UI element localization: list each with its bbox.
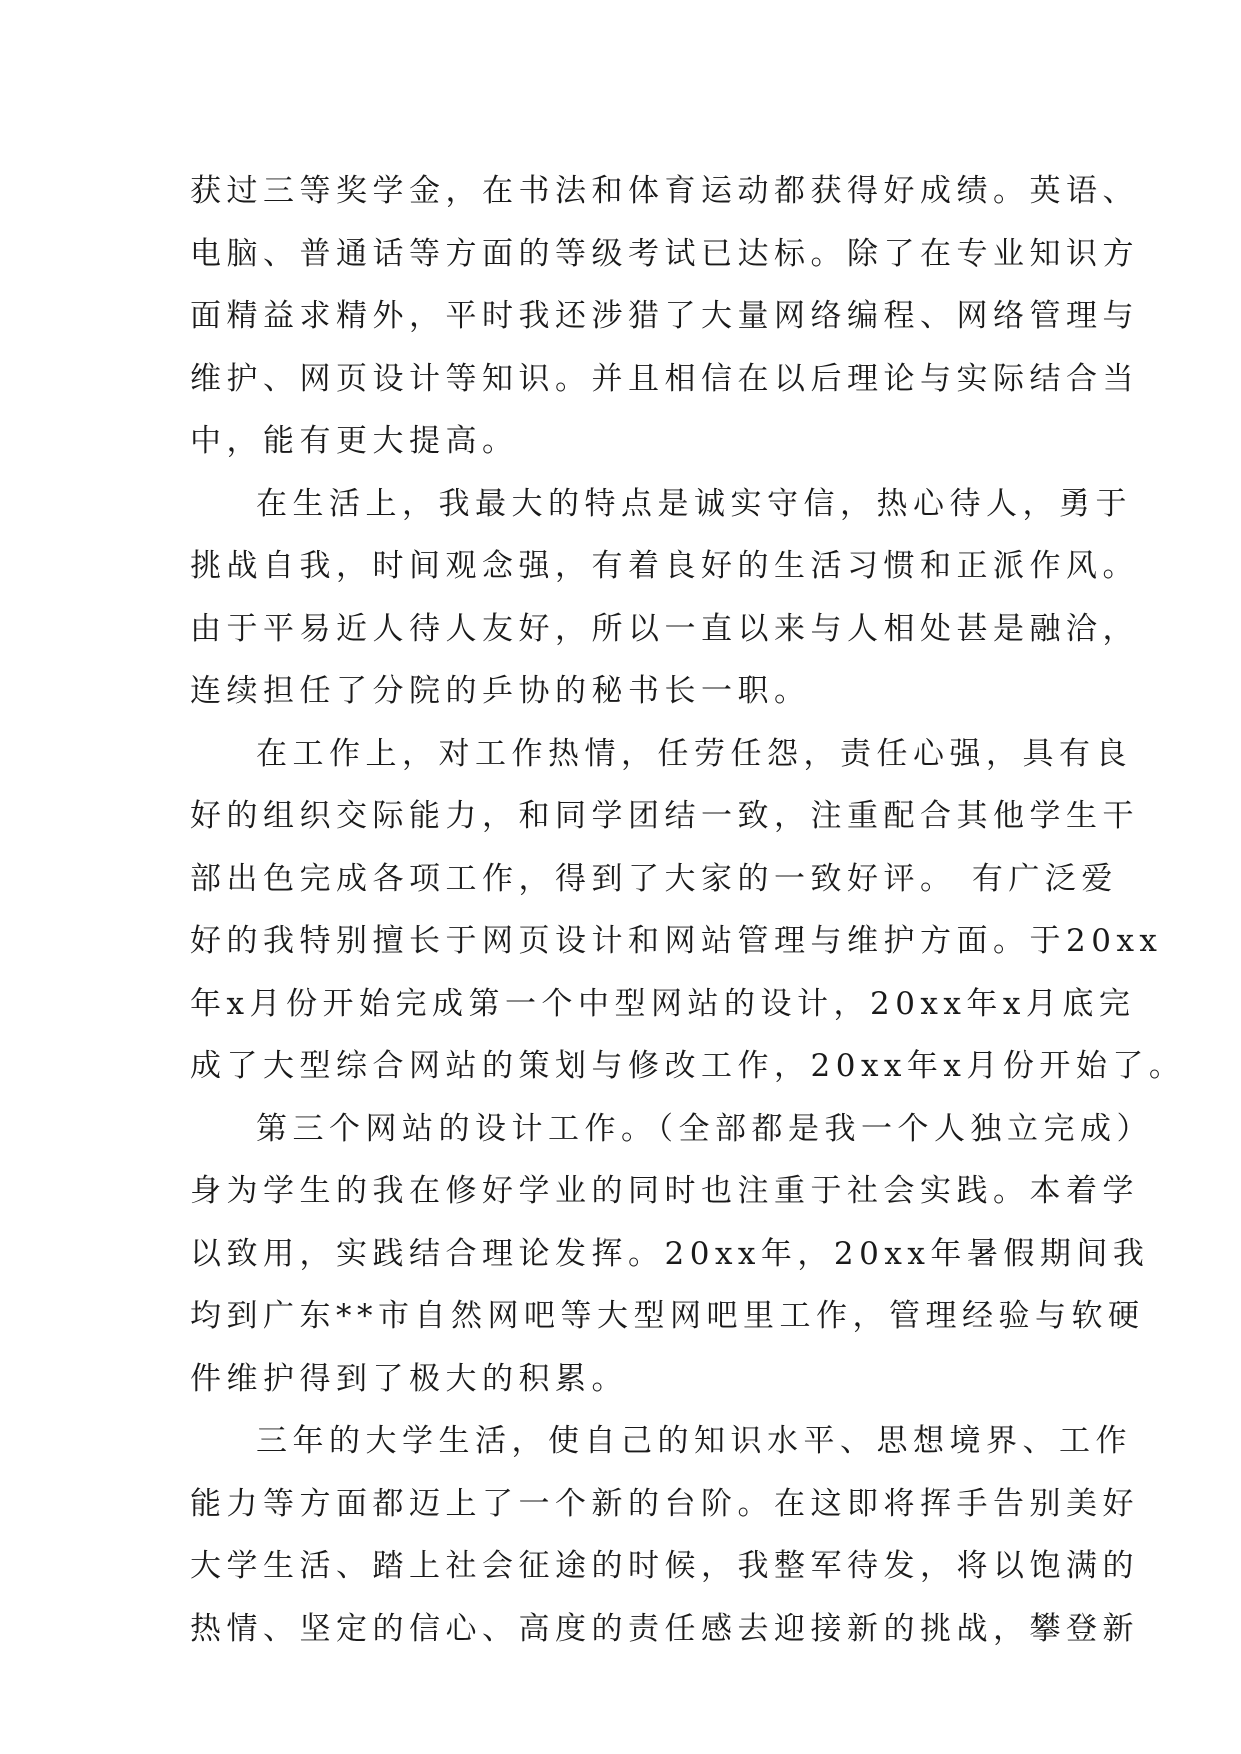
text-line: 第三个网站的设计工作。（全部都是我一个人独立完成） <box>256 1110 1153 1147</box>
text-line: 均到广东**市自然网吧等大型网吧里工作，管理经验与软硬 <box>190 1298 1145 1334</box>
text-line: 成了大型综合网站的策划与修改工作，20xx年x月份开始了。 <box>190 1048 1186 1084</box>
paragraph-summary <box>190 1410 1139 1660</box>
text-line: 在工作上，对工作热情，任劳任怨，责任心强，具有良 <box>256 735 1132 772</box>
text-line: 中，能有更大提高。 <box>190 423 519 459</box>
text-line: 三年的大学生活，使自己的知识水平、思想境界、工作 <box>256 1423 1132 1459</box>
text-line: 以致用，实践结合理论发挥。20xx年，20xx年暑假期间我 <box>190 1235 1150 1272</box>
text-line: 电脑、普通话等方面的等级考试已达标。除了在专业知识方 <box>190 235 1139 272</box>
document-body <box>190 160 1186 1660</box>
text-line: 由于平易近人待人友好，所以一直以来与人相处甚是融洽， <box>190 610 1139 647</box>
paragraph-academics <box>190 160 1139 473</box>
text-line: 件维护得到了极大的积累。 <box>190 1360 628 1397</box>
text-line: 连续担任了分院的乒协的秘书长一职。 <box>190 673 811 709</box>
text-line: 能力等方面都迈上了一个新的台阶。在这即将挥手告别美好 <box>190 1485 1139 1522</box>
text-line: 年x月份开始完成第一个中型网站的设计，20xx年x月底完 <box>190 985 1136 1022</box>
text-line: 好的我特别擅长于网页设计和网站管理与维护方面。于20xx <box>190 923 1163 959</box>
text-line: 获过三等奖学金，在书法和体育运动都获得好成绩。英语、 <box>190 173 1139 209</box>
paragraph-life <box>190 473 1139 723</box>
text-line: 挑战自我，时间观念强，有着良好的生活习惯和正派作风。 <box>190 548 1139 584</box>
text-line: 好的组织交际能力，和同学团结一致，注重配合其他学生干 <box>190 798 1139 834</box>
paragraph-practice <box>190 1098 1153 1411</box>
text-line: 身为学生的我在修好学业的同时也注重于社会实践。本着学 <box>190 1173 1139 1209</box>
paragraph-work <box>190 723 1186 1098</box>
text-line: 部出色完成各项工作，得到了大家的一致好评。 有广泛爱 <box>190 860 1118 897</box>
text-line: 大学生活、踏上社会征途的时候，我整军待发，将以饱满的 <box>190 1548 1139 1584</box>
text-line: 在生活上，我最大的特点是诚实守信，热心待人，勇于 <box>256 485 1132 522</box>
text-line: 面精益求精外，平时我还涉猎了大量网络编程、网络管理与 <box>190 298 1139 334</box>
text-line: 维护、网页设计等知识。并且相信在以后理论与实际结合当 <box>190 360 1139 397</box>
text-line: 热情、坚定的信心、高度的责任感去迎接新的挑战，攀登新 <box>190 1610 1139 1647</box>
